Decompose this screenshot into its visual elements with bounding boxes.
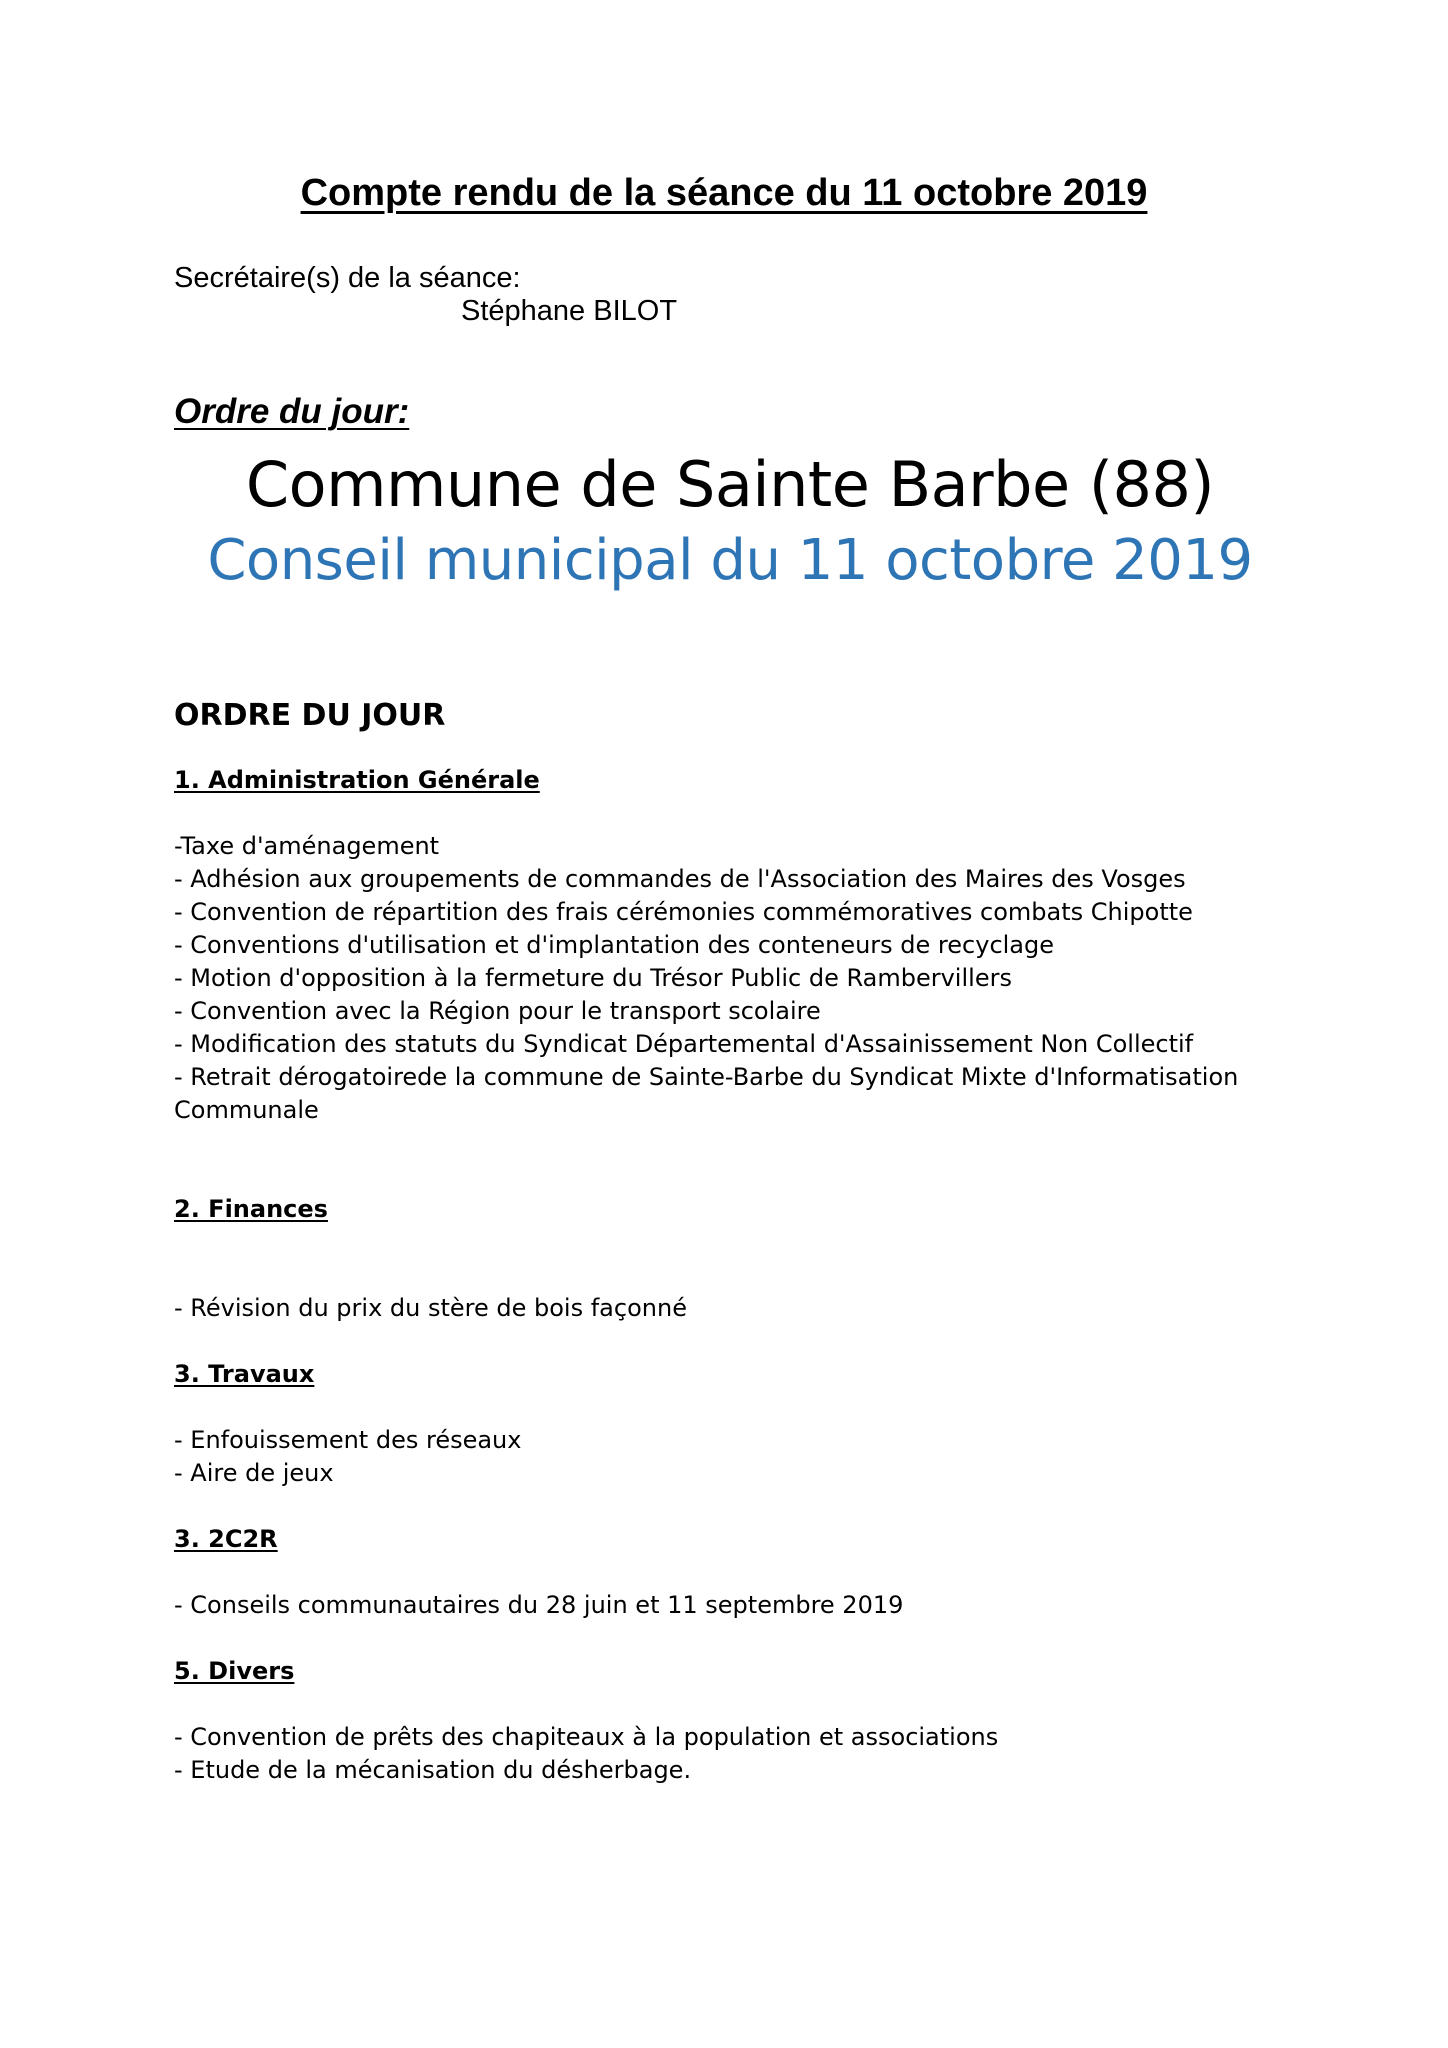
- list-item: - Etude de la mécanisation du désherbage.: [174, 1756, 692, 1784]
- council-subtitle: Conseil municipal du 11 octobre 2019: [207, 528, 1253, 593]
- spacer: [174, 1622, 1294, 1655]
- section-heading-administration: 1. Administration Générale: [174, 766, 540, 794]
- list-item: - Conseils communautaires du 28 juin et 11 septembre 2019: [174, 1591, 904, 1619]
- spacer: [174, 1226, 1294, 1292]
- list-item: Communale: [174, 1096, 319, 1124]
- list-item: -Taxe d'aménagement: [174, 832, 440, 860]
- list-item: - Retrait dérogatoirede la commune de Sainte-Barbe du Syndicat Mixte d'Informatisation: [174, 1063, 1239, 1091]
- list-item: - Révision du prix du stère de bois façonné: [174, 1294, 687, 1322]
- spacer: [174, 797, 1294, 830]
- spacer: [174, 1325, 1294, 1358]
- secretary-name: Stéphane BILOT: [461, 295, 678, 327]
- section-heading-travaux: 3. Travaux: [174, 1360, 315, 1388]
- agenda-label: Ordre du jour:: [174, 392, 410, 431]
- ordre-du-jour-heading: ORDRE DU JOUR: [174, 698, 446, 733]
- commune-title: Commune de Sainte Barbe (88): [245, 448, 1215, 521]
- spacer: [174, 1391, 1294, 1424]
- spacer: [174, 1688, 1294, 1721]
- list-item: - Convention de répartition des frais cérémonies commémoratives combats Chipotte: [174, 898, 1193, 926]
- agenda-content: [174, 696, 1294, 1787]
- list-item: - Adhésion aux groupements de commandes de l'Association des Maires des Vosges: [174, 865, 1186, 893]
- list-item: - Aire de jeux: [174, 1459, 334, 1487]
- spacer: [174, 1556, 1294, 1589]
- list-item: - Modification des statuts du Syndicat Départemental d'Assainissement Non Collectif: [174, 1030, 1194, 1058]
- list-item: - Convention avec la Région pour le transport scolaire: [174, 997, 821, 1025]
- list-item: - Enfouissement des réseaux: [174, 1426, 522, 1454]
- secretary-label: Secrétaire(s) de la séance:: [174, 262, 521, 294]
- section-heading-finances: 2. Finances: [174, 1195, 328, 1223]
- spacer: [174, 1490, 1294, 1523]
- report-title: Compte rendu de la séance du 11 octobre 2019: [300, 172, 1148, 214]
- list-item: - Motion d'opposition à la fermeture du Trésor Public de Rambervillers: [174, 964, 1012, 992]
- list-item: - Convention de prêts des chapiteaux à la population et associations: [174, 1723, 999, 1751]
- spacer: [174, 1127, 1294, 1193]
- list-item: - Conventions d'utilisation et d'implantation des conteneurs de recyclage: [174, 931, 1055, 959]
- section-heading-divers: 5. Divers: [174, 1657, 295, 1685]
- section-heading-2c2r: 3. 2C2R: [174, 1525, 278, 1553]
